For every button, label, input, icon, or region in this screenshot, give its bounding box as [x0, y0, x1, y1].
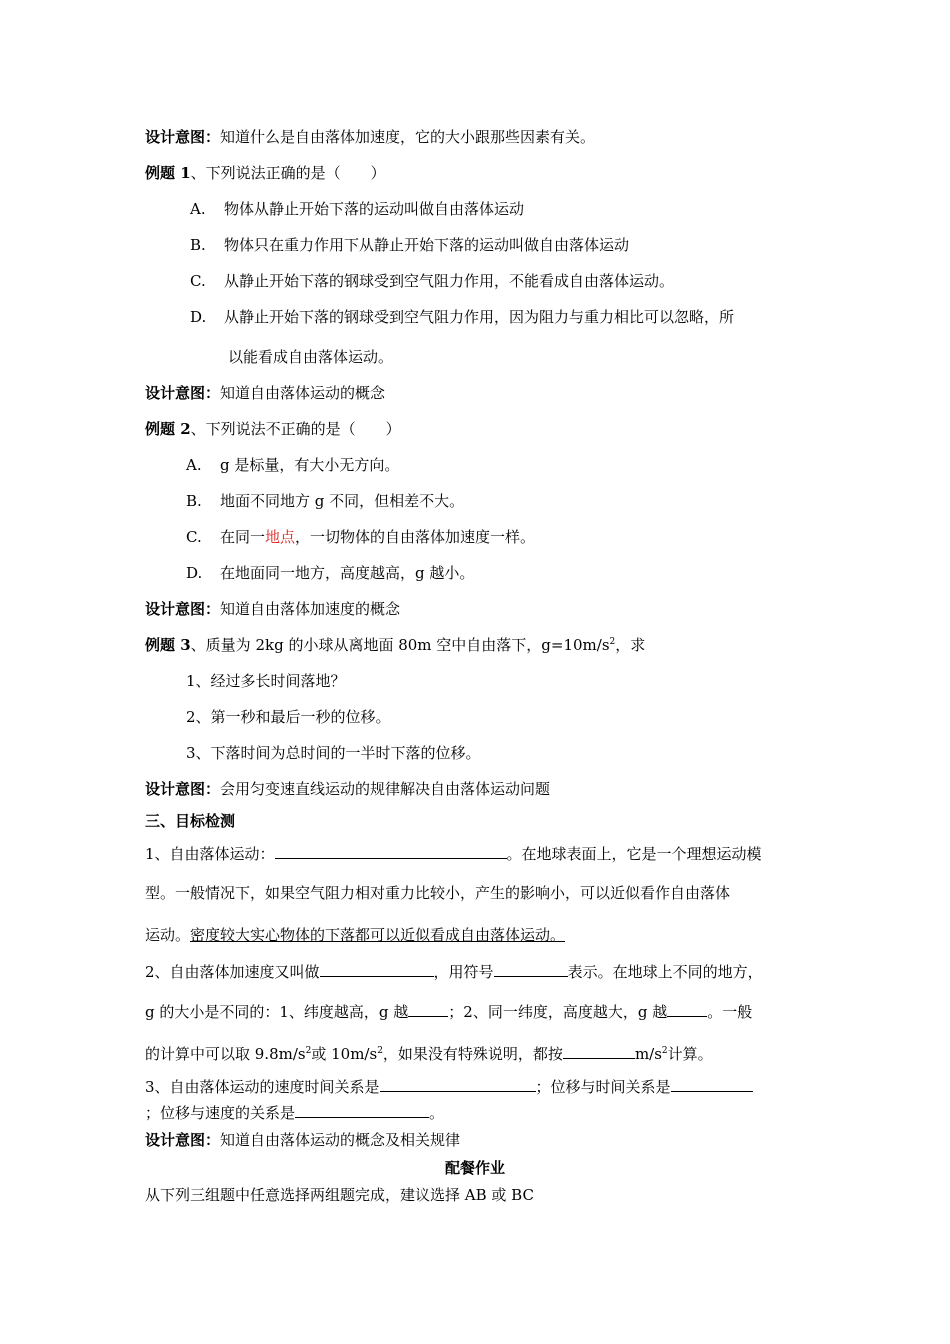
question-1-line-1: 1、自由落体运动： 。在地球表面上，它是一个理想运动模: [145, 845, 762, 863]
homework-text: 从下列三组题中任意选择两组题完成，建议选择 AB 或 BC: [145, 1186, 534, 1204]
blank[interactable]: [320, 961, 434, 977]
example-1-option-c: C. 从静止开始下落的钢球受到空气阻力作用，不能看成自由落体运动。: [190, 272, 675, 290]
homework-title: 配餐作业: [444, 1159, 505, 1177]
blank[interactable]: [380, 1076, 536, 1092]
blank[interactable]: [563, 1043, 635, 1059]
example-3-item-2: 2、第一秒和最后一秒的位移。: [186, 708, 391, 726]
example-1-option-d: D. 从静止开始下落的钢球受到空气阻力作用，因为阻力与重力相比可以忽略，所: [190, 308, 735, 326]
question-2-line-3: 的计算中可以取 $9.8m/s^2$或 $10m/s^2$，如果没有特殊说明，都按 $m/s^2$计算。: [145, 1045, 713, 1063]
design-intent-2: 设计意图：知道自由落体运动的概念: [145, 384, 386, 402]
example-2-option-b: B. 地面不同地方 g 不同，但相差不大。: [186, 492, 465, 510]
question-1-line-3: 运动。密度较大实心物体的下落都可以近似看成自由落体运动。: [145, 926, 566, 944]
blank[interactable]: [295, 1102, 429, 1118]
example-3-item-1: 1、经过多长时间落地？: [186, 672, 346, 690]
section-3-heading: 三、目标检测: [145, 812, 236, 830]
blank[interactable]: [408, 1001, 448, 1017]
design-intent-3: 设计意图：知道自由落体加速度的概念: [145, 600, 401, 618]
design-intent-4: 设计意图：会用匀变速直线运动的规律解决自由落体运动问题: [145, 780, 551, 798]
question-3-line-1: 3、自由落体运动的速度时间关系是 ；位移与时间关系是: [145, 1076, 753, 1097]
question-2-line-1: 2、自由落体加速度又叫做 ，用符号 表示。在地球上不同的地方，: [145, 963, 763, 981]
design-intent-5: 设计意图：知道自由落体运动的概念及相关规律: [145, 1131, 461, 1149]
blank[interactable]: [494, 961, 568, 977]
example-1-option-b: B. 物体只在重力作用下从静止开始下落的运动叫做自由落体运动: [190, 236, 630, 254]
example-3-item-3: 3、下落时间为总时间的一半时下落的位移。: [186, 744, 481, 762]
example-1-option-d-cont: 以能看成自由落体运动。: [228, 348, 394, 366]
example-2-option-c: C. 在同一地点，一切物体的自由落体加速度一样。: [186, 528, 536, 546]
question-1-line-2: 型。一般情况下，如果空气阻力相对重力比较小，产生的影响小，可以近似看作自由落体: [145, 884, 731, 902]
example-3-title: 例题 3、质量为 2kg 的小球从离地面 80m 空中自由落下，$g=10m/s^2$，求: [145, 636, 646, 654]
example-1-option-a: A. 物体从静止开始下落的运动叫做自由落体运动: [190, 200, 525, 218]
blank[interactable]: [667, 1001, 707, 1017]
blank[interactable]: [275, 843, 507, 859]
blank[interactable]: [671, 1076, 753, 1092]
example-1-title: 例题 1、下列说法正确的是（ ）: [145, 164, 386, 182]
question-3-line-2: ；位移与速度的关系是 。: [145, 1104, 445, 1122]
example-2-option-a: A. g 是标量，有大小无方向。: [186, 456, 400, 474]
example-2-title: 例题 2、下列说法不正确的是（ ）: [145, 420, 401, 438]
question-2-line-2: g 的大小是不同的：1、纬度越高，g 越 ；2、同一纬度，高度越大，g 越 。一般: [145, 1003, 753, 1021]
example-2-option-d: D. 在地面同一地方，高度越高，g 越小。: [186, 564, 475, 582]
design-intent-1: 设计意图：知道什么是自由落体加速度，它的大小跟那些因素有关。: [145, 128, 596, 146]
